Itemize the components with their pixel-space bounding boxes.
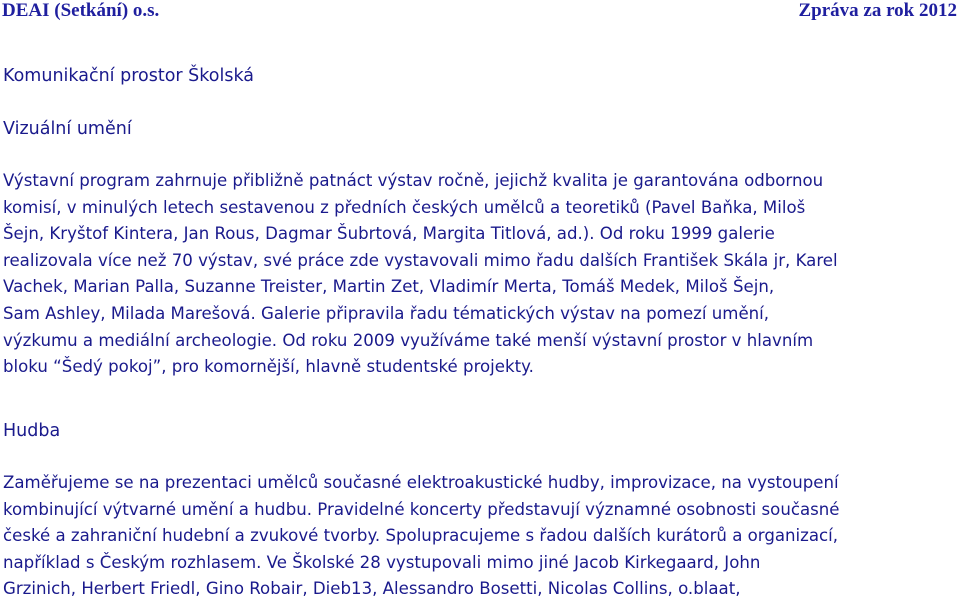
section-title: Komunikační prostor Školská bbox=[3, 66, 255, 86]
paragraph-line: Vachek, Marian Palla, Suzanne Treister, Martin Zet, Vladimír Merta, Tomáš Medek, Miloš Šejn, bbox=[3, 277, 775, 297]
paragraph-line: Výstavní program zahrnuje přibližně patnáct výstav ročně, jejichž kvalita je garantována odbornou bbox=[3, 171, 824, 190]
header-report-year: Zpráva za rok 2012 bbox=[798, 0, 957, 21]
paragraph-line: výzkumu a mediální archeologie. Od roku 2009 využíváme také menší výstavní prostor v hlavním bbox=[3, 330, 814, 350]
paragraph-line: Grzinich, Herbert Friedl, Gino Robair, Dieb13, Alessandro Bosetti, Nicolas Collins, o.blaat, bbox=[3, 579, 741, 599]
header-organization: DEAI (Setkání) o.s. bbox=[2, 0, 160, 21]
paragraph-line: komisí, v minulých letech sestavenou z předních českých umělců a teoretiků (Pavel Baňka, Miloš bbox=[3, 197, 806, 217]
paragraph-line: bloku “Šedý pokoj”, pro komornější, hlavně studentské projekty. bbox=[3, 357, 534, 377]
music-paragraph bbox=[3, 470, 959, 603]
paragraph-line: Zaměřujeme se na prezentaci umělců současné elektroakustické hudby, improvizace, na vystoupení bbox=[3, 473, 839, 492]
paragraph-line: realizovala více než 70 výstav, své práce zde vystavovali mimo řadu dalších František Skála jr, Karel bbox=[3, 250, 838, 270]
paragraph-line: kombinující výtvarné umění a hudbu. Pravidelné koncerty představují významné osobnosti současné bbox=[3, 499, 840, 519]
music-heading: Hudba bbox=[3, 421, 61, 441]
paragraph-line: Šejn, Kryštof Kintera, Jan Rous, Dagmar Šubrtová, Margita Titlová, ad.). Od roku 1999 galerie bbox=[3, 224, 775, 244]
paragraph-line: české a zahraniční hudební a zvukové tvorby. Spolupracujeme s řadou dalších kurátorů a organizací, bbox=[3, 526, 839, 546]
paragraph-line: Sam Ashley, Milada Marešová. Galerie připravila řadu tématických výstav na pomezí umění, bbox=[3, 303, 770, 323]
visual-arts-paragraph bbox=[3, 168, 959, 381]
paragraph-line: například s Českým rozhlasem. Ve Školské 28 vystupovali mimo jiné Jacob Kirkegaard, John bbox=[3, 552, 761, 572]
visual-arts-heading: Vizuální umění bbox=[3, 119, 132, 139]
